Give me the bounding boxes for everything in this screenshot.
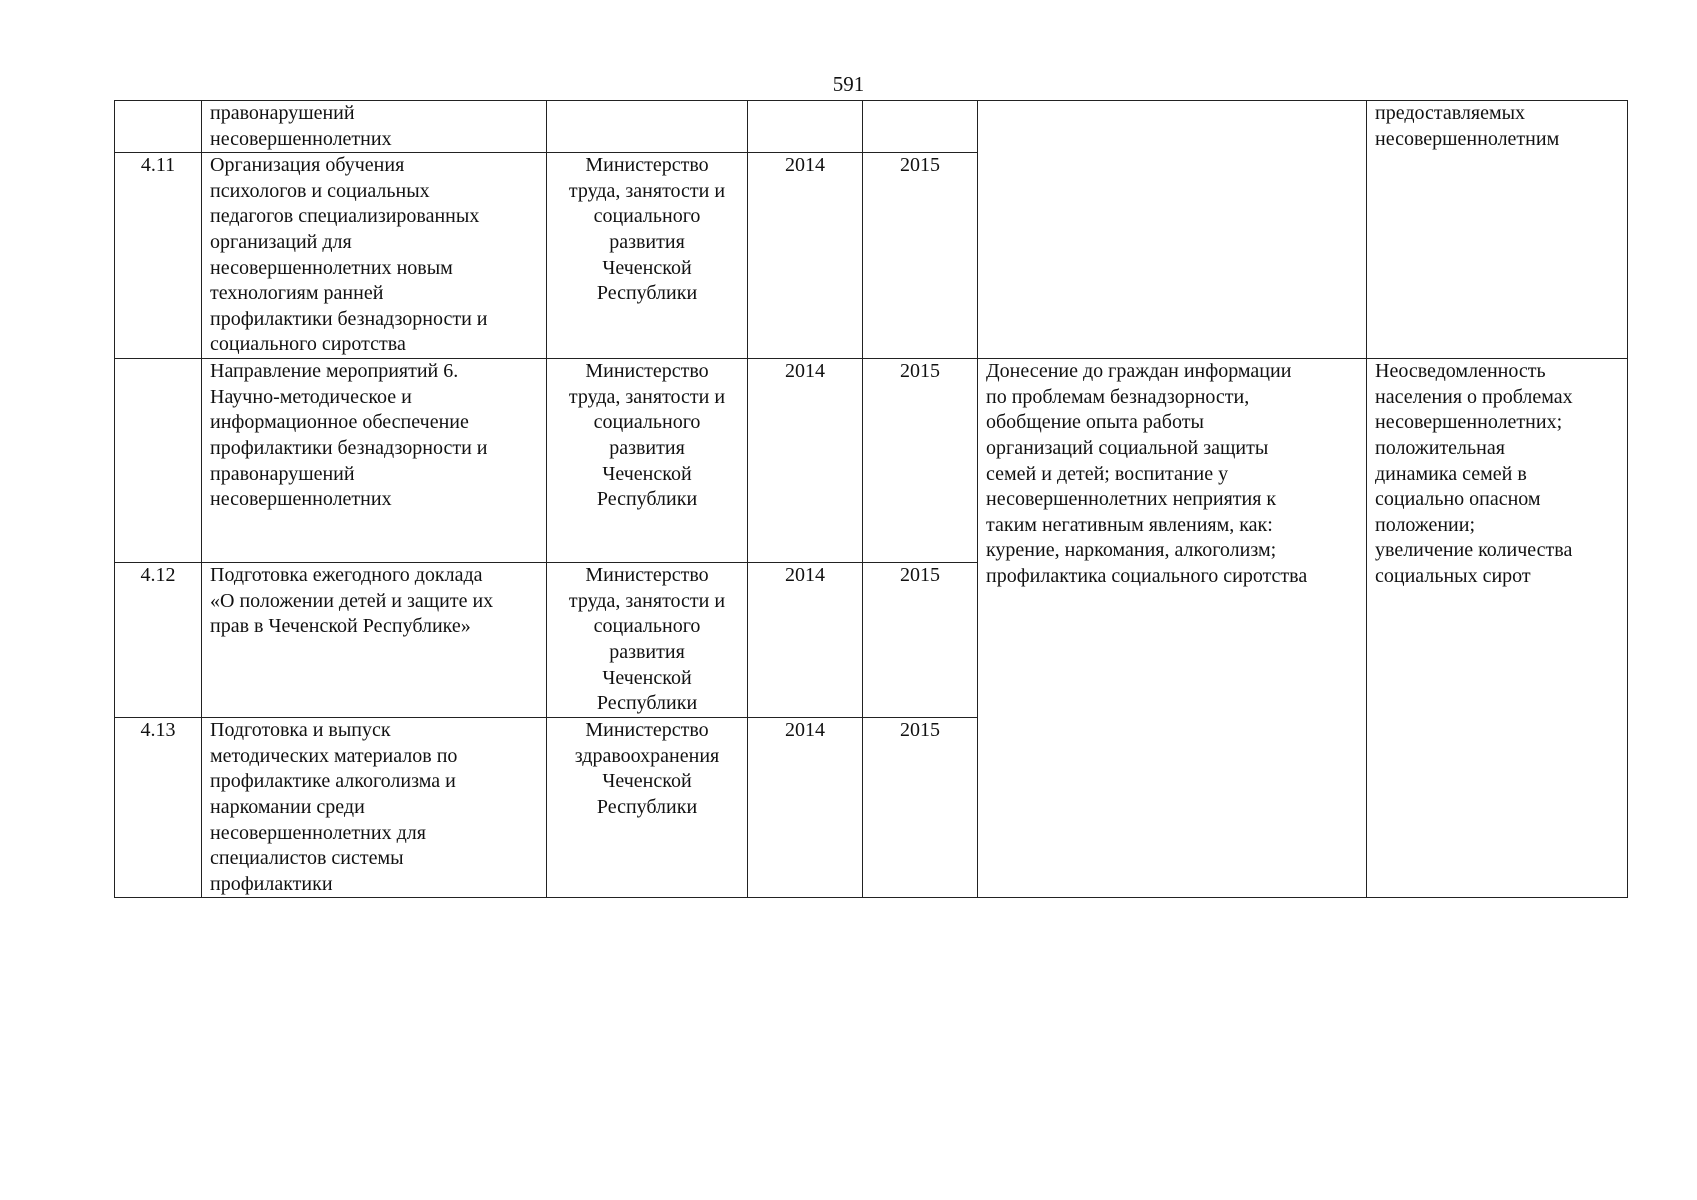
consequence-cell: Неосведомленность населения о проблемах несовершеннолетних; положительная динамика семей в социально опасном положении; увеличение количества социальных сирот — [1367, 359, 1628, 898]
end-year-cell: 2015 — [863, 359, 978, 563]
start-year-cell: 2014 — [748, 563, 863, 718]
activity-cell: Подготовка и выпуск методических материалов по профилактике алкоголизма и наркомании среди несовершеннолетних для специалистов системы профилактики — [202, 718, 547, 898]
start-year-cell: 2014 — [748, 153, 863, 359]
activity-cell: правонарушений несовершеннолетних — [202, 101, 547, 153]
end-year-cell: 2015 — [863, 718, 978, 898]
start-year-cell: 2014 — [748, 359, 863, 563]
expected-result-cell — [978, 101, 1367, 359]
end-year-cell — [863, 101, 978, 153]
expected-result-cell: Донесение до граждан информации по проблемам безнадзорности, обобщение опыта работы организаций социальной защиты семей и детей; воспитание у несовершеннолетних неприятия к таким негативным явлениям, как: курение, наркомания, алкоголизм; профилактика социального сиротства — [978, 359, 1367, 898]
responsible-cell: Министерство здравоохранения Чеченской Республики — [547, 718, 748, 898]
activity-cell: Организация обучения психологов и социальных педагогов специализированных организаций для несовершеннолетних новым технологиям ранней профилактики безнадзорности и социального сиротства — [202, 153, 547, 359]
activity-cell: Подготовка ежегодного доклада «О положении детей и защите их прав в Чеченской Республике» — [202, 563, 547, 718]
row-number-cell: 4.13 — [115, 718, 202, 898]
end-year-cell: 2015 — [863, 563, 978, 718]
end-year-cell: 2015 — [863, 153, 978, 359]
consequence-cell: предоставляемых несовершеннолетним — [1367, 101, 1628, 359]
responsible-cell — [547, 101, 748, 153]
responsible-cell: Министерство труда, занятости и социального развития Чеченской Республики — [547, 359, 748, 563]
responsible-cell: Министерство труда, занятости и социального развития Чеченской Республики — [547, 563, 748, 718]
responsible-cell: Министерство труда, занятости и социального развития Чеченской Республики — [547, 153, 748, 359]
row-number-cell: 4.12 — [115, 563, 202, 718]
table-row — [115, 359, 1628, 563]
row-number-cell — [115, 101, 202, 153]
measures-table — [114, 100, 1628, 898]
start-year-cell: 2014 — [748, 718, 863, 898]
activity-cell: Направление мероприятий 6. Научно-методическое и информационное обеспечение профилактики безнадзорности и правонарушений несовершеннолетних — [202, 359, 547, 563]
start-year-cell — [748, 101, 863, 153]
table-row — [115, 101, 1628, 153]
row-number-cell — [115, 359, 202, 563]
page-number: 591 — [832, 72, 865, 96]
row-number-cell: 4.11 — [115, 153, 202, 359]
